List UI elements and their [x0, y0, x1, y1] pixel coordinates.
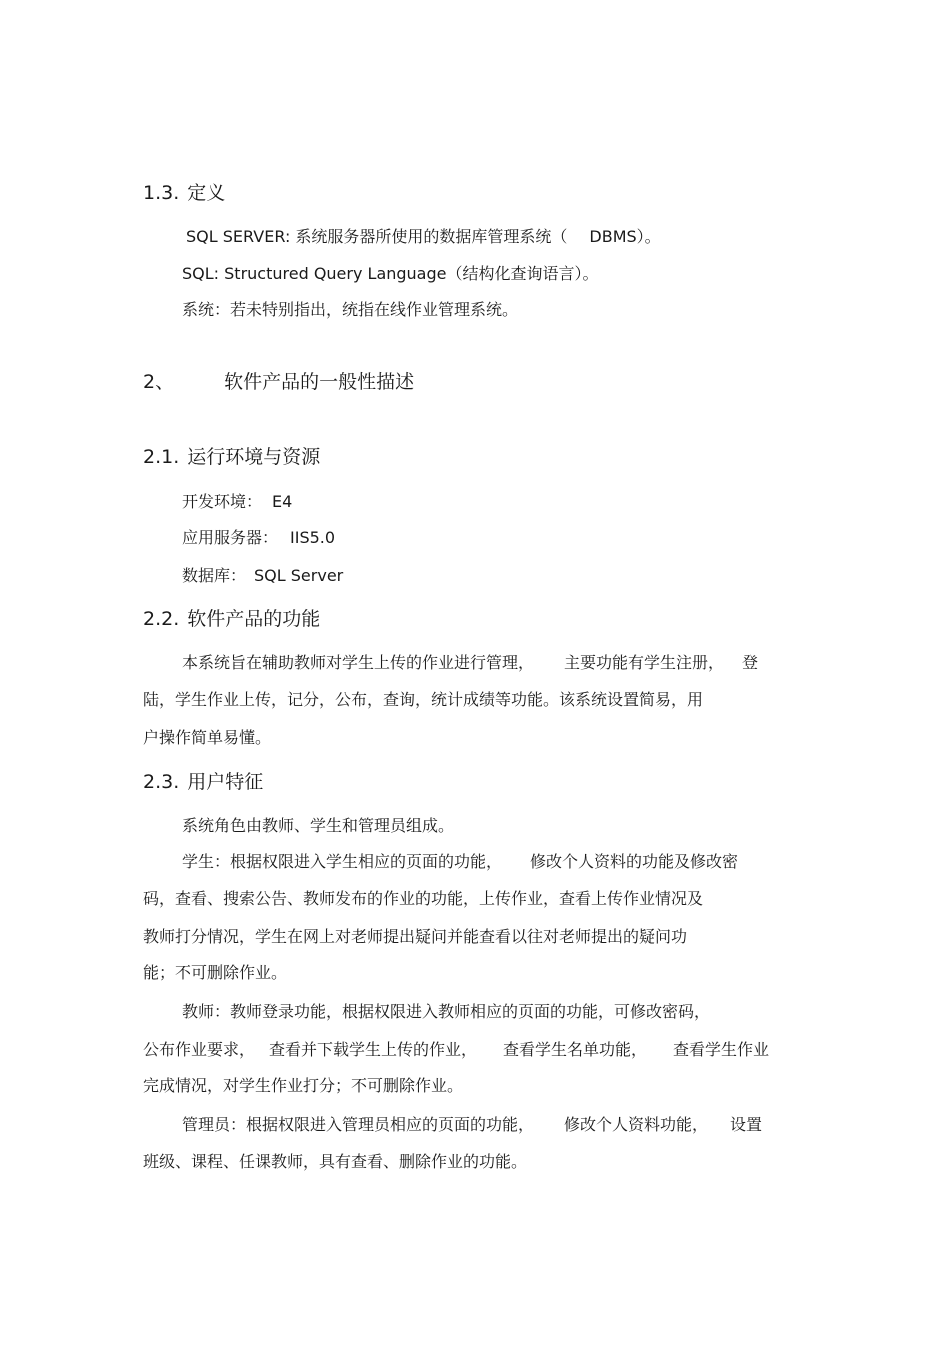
env-item-database: 数据库： SQL Server — [182, 566, 344, 585]
env-item-appserver: 应用服务器： IIS5.0 — [182, 528, 336, 547]
definition-line-sqlserver: SQL SERVER: 系统服务器所使用的数据库管理系统（ DBMS）。 — [186, 227, 661, 246]
section-heading-1-3 — [143, 181, 225, 205]
section-number: 2.3. — [143, 771, 180, 793]
section-heading-2 — [143, 370, 414, 394]
student-paragraph-line-4: 能；不可删除作业。 — [143, 963, 288, 982]
definition-line-sql: SQL: Structured Query Language（结构化查询语言）。 — [182, 264, 599, 283]
student-paragraph-line-1: 学生：根据权限进入学生相应的页面的功能， 修改个人资料的功能及修改密 — [182, 852, 739, 871]
function-paragraph-line-3: 户操作简单易懂。 — [143, 728, 272, 747]
env-item-dev: 开发环境： E4 — [182, 492, 293, 511]
section-title: 用户特征 — [187, 771, 264, 793]
section-number: 2.2. — [143, 608, 180, 630]
roles-paragraph: 系统角色由教师、学生和管理员组成。 — [182, 816, 455, 835]
section-number: 2、 — [143, 371, 175, 393]
admin-paragraph-line-2: 班级、课程、任课教师，具有查看、删除作业的功能。 — [143, 1152, 528, 1171]
section-title: 软件产品的功能 — [187, 608, 321, 630]
section-number: 2.1. — [143, 446, 180, 468]
section-title: 定义 — [187, 182, 226, 204]
section-title: 运行环境与资源 — [187, 446, 321, 468]
teacher-paragraph-line-1: 教师：教师登录功能，根据权限进入教师相应的页面的功能，可修改密码， — [182, 1002, 711, 1021]
teacher-paragraph-line-3: 完成情况，对学生作业打分；不可删除作业。 — [143, 1076, 464, 1095]
student-paragraph-line-3: 教师打分情况，学生在网上对老师提出疑问并能查看以往对老师提出的疑问功 — [143, 927, 688, 946]
section-heading-2-1 — [143, 445, 320, 469]
section-title: 软件产品的一般性描述 — [224, 371, 415, 393]
definition-line-system: 系统：若未特别指出，统指在线作业管理系统。 — [182, 300, 519, 319]
student-paragraph-line-2: 码，查看、搜索公告、教师发布的作业的功能，上传作业，查看上传作业情况及 — [143, 889, 704, 908]
section-heading-2-2 — [143, 607, 320, 631]
function-paragraph-line-1: 本系统旨在辅助教师对学生上传的作业进行管理， 主要功能有学生注册， 登 — [182, 653, 759, 672]
section-number: 1.3. — [143, 182, 180, 204]
section-heading-2-3 — [143, 770, 263, 794]
teacher-paragraph-line-2: 公布作业要求， 查看并下载学生上传的作业， 查看学生名单功能， 查看学生作业 — [143, 1040, 770, 1059]
admin-paragraph-line-1: 管理员：根据权限进入管理员相应的页面的功能， 修改个人资料功能， 设置 — [182, 1115, 763, 1134]
function-paragraph-line-2: 陆，学生作业上传，记分，公布，查询，统计成绩等功能。该系统设置简易，用 — [143, 690, 704, 709]
